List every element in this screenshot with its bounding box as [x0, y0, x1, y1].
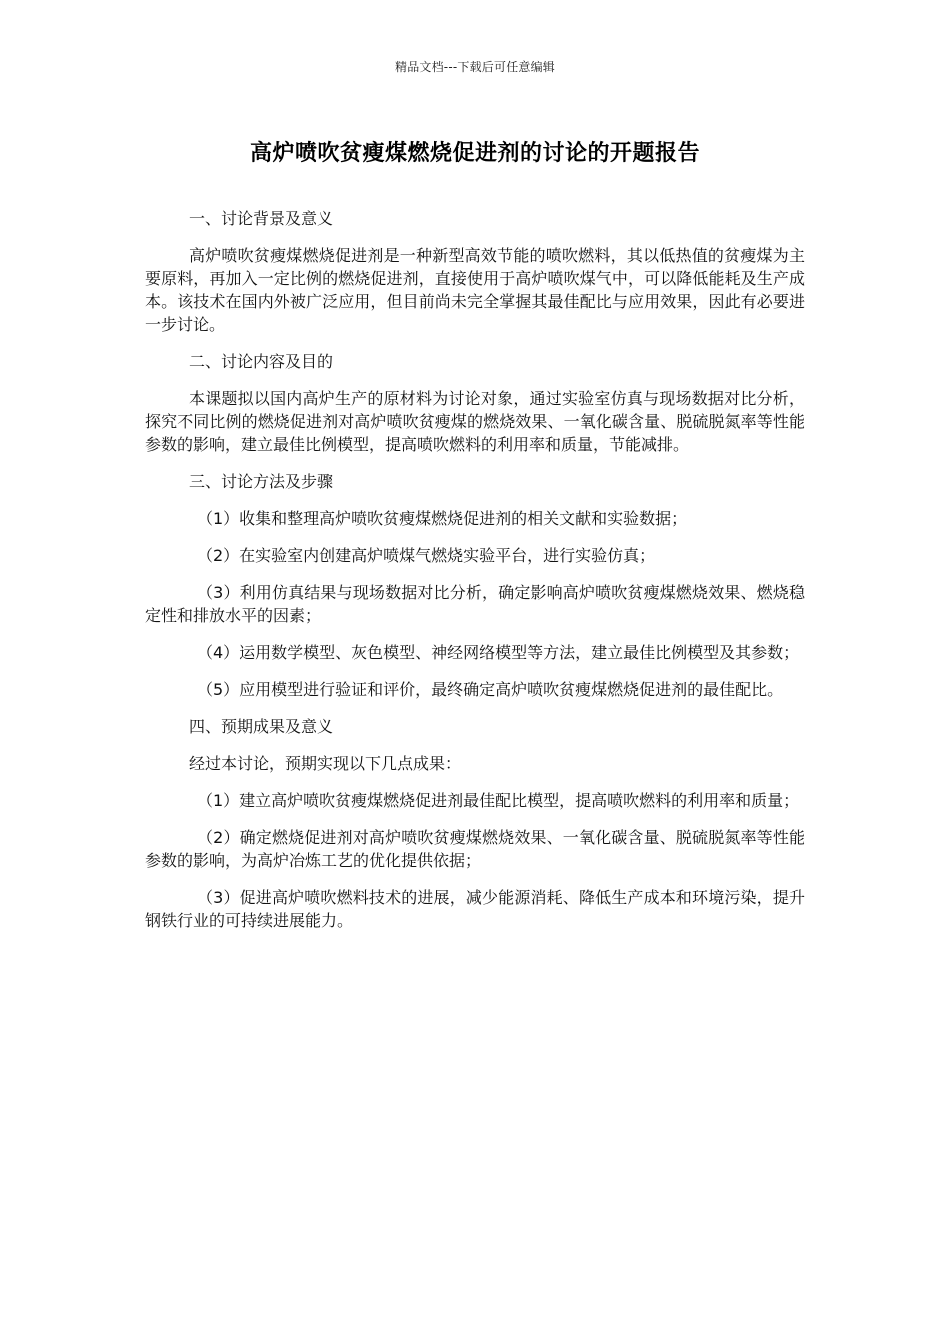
list-item: （1）建立高炉喷吹贫瘦煤燃烧促进剂最佳配比模型，提高喷吹燃料的利用率和质量；	[197, 791, 800, 810]
section-heading-methods: 三、讨论方法及步骤	[189, 472, 334, 491]
page-header-note: 精品文档---下载后可任意编辑	[395, 60, 555, 74]
document-title: 高炉喷吹贫瘦煤燃烧促进剂的讨论的开题报告	[249, 141, 700, 166]
section-paragraph: 本课题拟以国内高炉生产的原材料为讨论对象，通过实验室仿真与现场数据对比分析，探究不同比例的燃烧促进剂对高炉喷吹贫瘦煤的燃烧效果、一氧化碳含量、脱硫脱氮率等性能参数的影响，建立最佳比例模型，提高喷吹燃料的利用率和质量，节能减排。	[145, 389, 805, 454]
list-item: （4）运用数学模型、灰色模型、神经网络模型等方法，建立最佳比例模型及其参数；	[197, 643, 800, 662]
section-paragraph: 高炉喷吹贫瘦煤燃烧促进剂是一种新型高效节能的喷吹燃料，其以低热值的贫瘦煤为主要原料，再加入一定比例的燃烧促进剂，直接使用于高炉喷吹煤气中，可以降低能耗及生产成本。该技术在国内外被广泛应用，但目前尚未完全掌握其最佳配比与应用效果，因此有必要进一步讨论。	[145, 246, 805, 334]
document-body	[145, 207, 805, 946]
list-item: （3）促进高炉喷吹燃料技术的进展，减少能源消耗、降低生产成本和环境污染，提升钢铁行业的可持续进展能力。	[145, 888, 805, 930]
list-item: （1）收集和整理高炉喷吹贫瘦煤燃烧促进剂的相关文献和实验数据；	[197, 509, 688, 528]
list-item: （2）确定燃烧促进剂对高炉喷吹贫瘦煤燃烧效果、一氧化碳含量、脱硫脱氮率等性能参数的影响，为高炉冶炼工艺的优化提供依据；	[145, 828, 805, 870]
section-heading-outcomes: 四、预期成果及意义	[189, 717, 334, 736]
section-heading-content: 二、讨论内容及目的	[189, 352, 334, 371]
list-item: （5）应用模型进行验证和评价，最终确定高炉喷吹贫瘦煤燃烧促进剂的最佳配比。	[197, 680, 784, 699]
section-heading-background: 一、讨论背景及意义	[189, 209, 334, 228]
list-item: （2）在实验室内创建高炉喷煤气燃烧实验平台，进行实验仿真；	[197, 546, 656, 565]
section-intro: 经过本讨论，预期实现以下几点成果：	[189, 754, 462, 773]
list-item: （3）利用仿真结果与现场数据对比分析，确定影响高炉喷吹贫瘦煤燃烧效果、燃烧稳定性和排放水平的因素；	[145, 583, 805, 625]
